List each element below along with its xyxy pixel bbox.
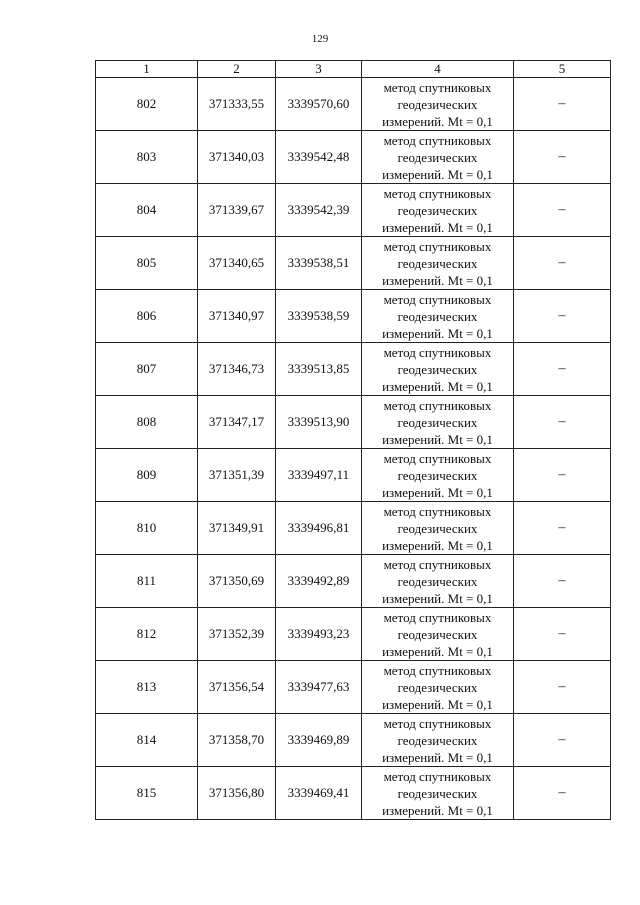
dash-cell: – bbox=[514, 78, 611, 131]
method-line: геодезических bbox=[397, 679, 478, 695]
method-line: метод спутниковых bbox=[383, 397, 492, 413]
table-row bbox=[96, 78, 611, 131]
point-number: 804 bbox=[96, 184, 198, 237]
x-coordinate: 371340,65 bbox=[198, 237, 276, 290]
method-line: измерений. Mt = 0,1 bbox=[382, 643, 493, 659]
dash-cell: – bbox=[514, 290, 611, 343]
y-coordinate: 3339493,23 bbox=[276, 608, 362, 661]
y-coordinate: 3339469,41 bbox=[276, 767, 362, 820]
y-coordinate: 3339542,39 bbox=[276, 184, 362, 237]
method-line: метод спутниковых bbox=[383, 344, 492, 360]
y-coordinate: 3339538,59 bbox=[276, 290, 362, 343]
method-line: геодезических bbox=[397, 202, 478, 218]
method-line: измерений. Mt = 0,1 bbox=[382, 325, 493, 341]
table-row bbox=[96, 290, 611, 343]
method-line: измерений. Mt = 0,1 bbox=[382, 537, 493, 553]
method-cell bbox=[362, 396, 514, 449]
method-line: геодезических bbox=[397, 467, 478, 483]
point-number: 805 bbox=[96, 237, 198, 290]
method-cell bbox=[362, 608, 514, 661]
method-line: измерений. Mt = 0,1 bbox=[382, 590, 493, 606]
method-line: геодезических bbox=[397, 96, 478, 112]
method-line: измерений. Mt = 0,1 bbox=[382, 272, 493, 288]
y-coordinate: 3339492,89 bbox=[276, 555, 362, 608]
method-cell bbox=[362, 290, 514, 343]
table-row bbox=[96, 343, 611, 396]
method-line: измерений. Mt = 0,1 bbox=[382, 484, 493, 500]
dash-cell: – bbox=[514, 449, 611, 502]
x-coordinate: 371351,39 bbox=[198, 449, 276, 502]
table-row bbox=[96, 714, 611, 767]
point-number: 803 bbox=[96, 131, 198, 184]
method-cell bbox=[362, 502, 514, 555]
dash-cell: – bbox=[514, 767, 611, 820]
dash-cell: – bbox=[514, 608, 611, 661]
table-row bbox=[96, 502, 611, 555]
method-cell bbox=[362, 767, 514, 820]
method-cell bbox=[362, 714, 514, 767]
method-line: измерений. Mt = 0,1 bbox=[382, 802, 493, 818]
table-row bbox=[96, 396, 611, 449]
point-number: 809 bbox=[96, 449, 198, 502]
method-line: геодезических bbox=[397, 573, 478, 589]
method-cell bbox=[362, 343, 514, 396]
table-row bbox=[96, 767, 611, 820]
method-line: метод спутниковых bbox=[383, 609, 492, 625]
method-line: измерений. Mt = 0,1 bbox=[382, 431, 493, 447]
y-coordinate: 3339513,85 bbox=[276, 343, 362, 396]
point-number: 815 bbox=[96, 767, 198, 820]
method-cell bbox=[362, 237, 514, 290]
method-line: метод спутниковых bbox=[383, 450, 492, 466]
dash-cell: – bbox=[514, 502, 611, 555]
header-cell-1: 1 bbox=[96, 61, 198, 78]
x-coordinate: 371339,67 bbox=[198, 184, 276, 237]
dash-cell: – bbox=[514, 237, 611, 290]
method-line: измерений. Mt = 0,1 bbox=[382, 696, 493, 712]
dash-cell: – bbox=[514, 661, 611, 714]
method-cell bbox=[362, 184, 514, 237]
y-coordinate: 3339469,89 bbox=[276, 714, 362, 767]
x-coordinate: 371349,91 bbox=[198, 502, 276, 555]
x-coordinate: 371356,54 bbox=[198, 661, 276, 714]
table-row bbox=[96, 661, 611, 714]
dash-cell: – bbox=[514, 396, 611, 449]
method-line: геодезических bbox=[397, 361, 478, 377]
header-cell-4: 4 bbox=[362, 61, 514, 78]
point-number: 813 bbox=[96, 661, 198, 714]
method-line: геодезических bbox=[397, 626, 478, 642]
method-cell bbox=[362, 661, 514, 714]
header-cell-3: 3 bbox=[276, 61, 362, 78]
coordinates-table bbox=[95, 60, 611, 820]
dash-cell: – bbox=[514, 714, 611, 767]
point-number: 807 bbox=[96, 343, 198, 396]
y-coordinate: 3339496,81 bbox=[276, 502, 362, 555]
table-row bbox=[96, 449, 611, 502]
method-cell bbox=[362, 78, 514, 131]
y-coordinate: 3339513,90 bbox=[276, 396, 362, 449]
point-number: 808 bbox=[96, 396, 198, 449]
y-coordinate: 3339538,51 bbox=[276, 237, 362, 290]
x-coordinate: 371358,70 bbox=[198, 714, 276, 767]
point-number: 811 bbox=[96, 555, 198, 608]
x-coordinate: 371347,17 bbox=[198, 396, 276, 449]
table-row bbox=[96, 608, 611, 661]
y-coordinate: 3339477,63 bbox=[276, 661, 362, 714]
y-coordinate: 3339497,11 bbox=[276, 449, 362, 502]
method-line: метод спутниковых bbox=[383, 662, 492, 678]
table-row bbox=[96, 555, 611, 608]
point-number: 812 bbox=[96, 608, 198, 661]
point-number: 806 bbox=[96, 290, 198, 343]
x-coordinate: 371356,80 bbox=[198, 767, 276, 820]
x-coordinate: 371333,55 bbox=[198, 78, 276, 131]
method-line: метод спутниковых bbox=[383, 238, 492, 254]
page-number: 129 bbox=[311, 33, 329, 45]
dash-cell: – bbox=[514, 555, 611, 608]
method-line: метод спутниковых bbox=[383, 556, 492, 572]
method-line: геодезических bbox=[397, 732, 478, 748]
method-line: метод спутниковых bbox=[383, 768, 492, 784]
method-line: измерений. Mt = 0,1 bbox=[382, 378, 493, 394]
x-coordinate: 371340,97 bbox=[198, 290, 276, 343]
y-coordinate: 3339542,48 bbox=[276, 131, 362, 184]
y-coordinate: 3339570,60 bbox=[276, 78, 362, 131]
point-number: 814 bbox=[96, 714, 198, 767]
method-line: измерений. Mt = 0,1 bbox=[382, 219, 493, 235]
method-line: геодезических bbox=[397, 308, 478, 324]
method-line: метод спутниковых bbox=[383, 79, 492, 95]
method-line: геодезических bbox=[397, 414, 478, 430]
method-line: метод спутниковых bbox=[383, 185, 492, 201]
header-cell-5: 5 bbox=[514, 61, 611, 78]
dash-cell: – bbox=[514, 131, 611, 184]
table-row bbox=[96, 184, 611, 237]
method-cell bbox=[362, 449, 514, 502]
table-row bbox=[96, 237, 611, 290]
x-coordinate: 371350,69 bbox=[198, 555, 276, 608]
method-line: метод спутниковых bbox=[383, 132, 492, 148]
point-number: 810 bbox=[96, 502, 198, 555]
method-cell bbox=[362, 555, 514, 608]
method-line: геодезических bbox=[397, 149, 478, 165]
table-body bbox=[96, 78, 611, 820]
table-row bbox=[96, 131, 611, 184]
method-line: геодезических bbox=[397, 520, 478, 536]
dash-cell: – bbox=[514, 343, 611, 396]
x-coordinate: 371346,73 bbox=[198, 343, 276, 396]
method-line: измерений. Mt = 0,1 bbox=[382, 113, 493, 129]
x-coordinate: 371352,39 bbox=[198, 608, 276, 661]
dash-cell: – bbox=[514, 184, 611, 237]
x-coordinate: 371340,03 bbox=[198, 131, 276, 184]
method-line: геодезических bbox=[397, 255, 478, 271]
method-line: измерений. Mt = 0,1 bbox=[382, 166, 493, 182]
method-line: геодезических bbox=[397, 785, 478, 801]
point-number: 802 bbox=[96, 78, 198, 131]
method-line: измерений. Mt = 0,1 bbox=[382, 749, 493, 765]
header-cell-2: 2 bbox=[198, 61, 276, 78]
method-cell bbox=[362, 131, 514, 184]
method-line: метод спутниковых bbox=[383, 503, 492, 519]
method-line: метод спутниковых bbox=[383, 291, 492, 307]
method-line: метод спутниковых bbox=[383, 715, 492, 731]
header-row bbox=[96, 61, 611, 78]
